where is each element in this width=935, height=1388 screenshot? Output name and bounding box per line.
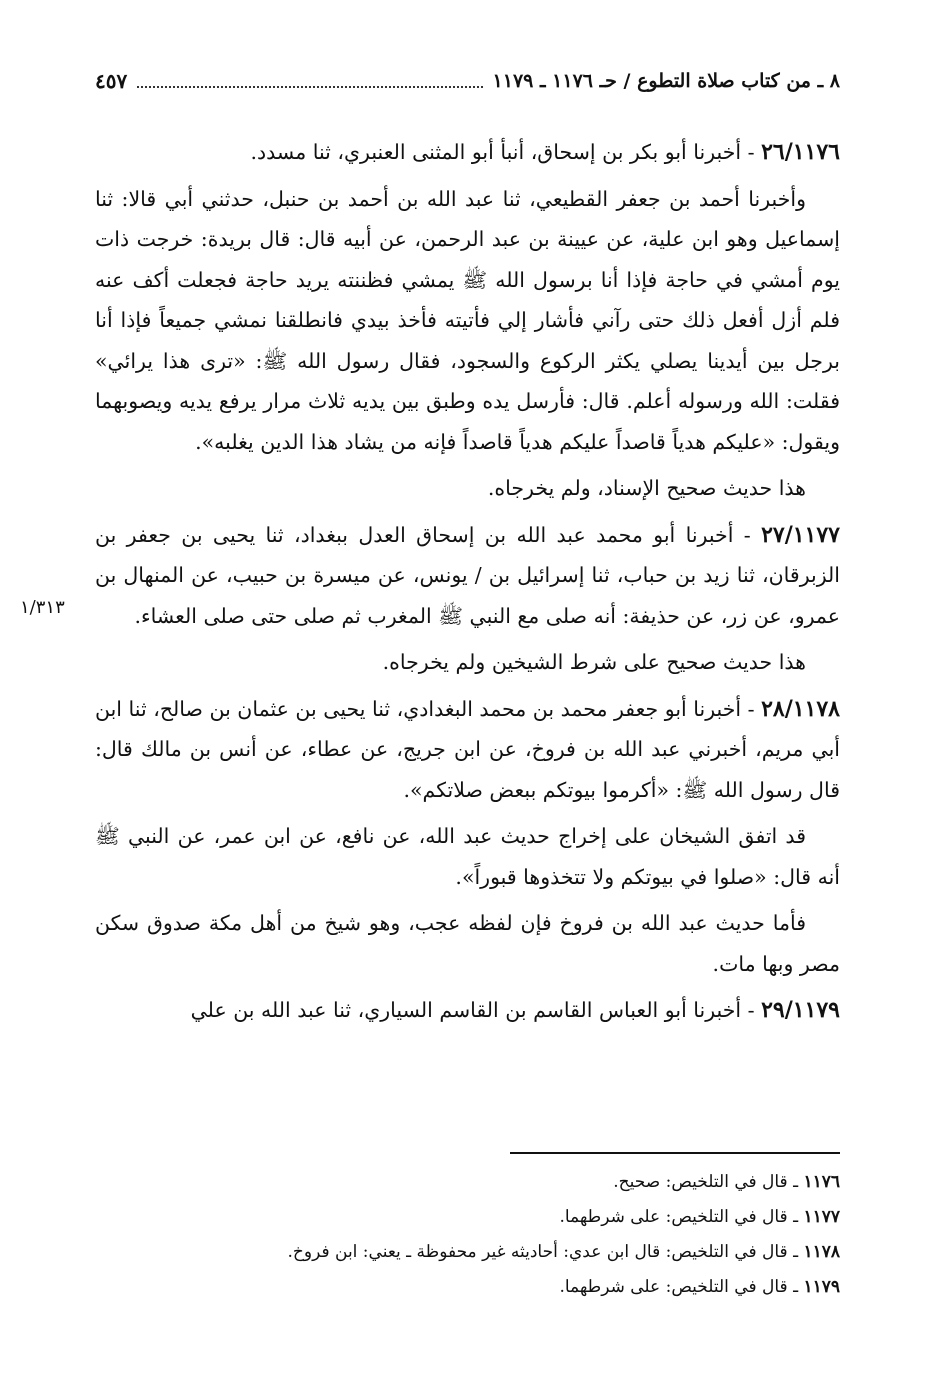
paragraph-text: هذا حديث صحيح على شرط الشيخين ولم يخرجاه. <box>382 650 806 674</box>
footnote-text: ـ قال في التلخيص: على شرطهما. <box>559 1277 804 1297</box>
paragraph <box>95 468 840 509</box>
footnote-number: ١١٧٨ <box>803 1242 840 1262</box>
hadith-number: ٢٧/١١٧٧ <box>761 521 840 548</box>
footnote <box>95 1200 840 1235</box>
paragraph-text: - أخبرنا أبو بكر بن إسحاق، أنبأ أبو المثنى العنبري، ثنا مسدد. <box>250 140 762 164</box>
paragraph-text: - أخبرنا أبو العباس القاسم بن القاسم السياري، ثنا عبد الله بن علي <box>190 998 762 1022</box>
footnote <box>95 1235 840 1270</box>
page-number: ٤٥٧ <box>95 69 128 93</box>
paragraph-text: - أخبرنا أبو جعفر محمد بن محمد البغدادي، ثنا يحيى بن عثمان بن صالح، ثنا ابن أبي مريم، أخبرني عبد الله بن فروخ، عن ابن جريج، عن عطاء، عن أنس بن مالك قال: قال رسول الله ﷺ: «أكرموا بيوتكم ببعض صلاتكم». <box>95 696 840 802</box>
paragraph <box>95 515 840 637</box>
hadith-number: ٢٩/١١٧٩ <box>761 997 840 1023</box>
footnote <box>95 1165 840 1200</box>
footnote-number: ١١٧٧ <box>803 1207 840 1227</box>
paragraph <box>95 990 840 1031</box>
footnotes <box>95 1165 840 1305</box>
paragraph-text: قد اتفق الشيخان على إخراج حديث عبد الله، عن نافع، عن ابن عمر، عن النبي ﷺ أنه قال: «صلوا في بيوتكم ولا تتخذوها قبوراً». <box>95 824 840 889</box>
paragraph-text: - أخبرنا أبو محمد عبد الله بن إسحاق العدل ببغداد، ثنا يحيى بن جعفر بن الزبرقان، ثنا زيد بن حباب، ثنا إسرائيل بن / يونس، عن ميسرة بن حبيب، عن المنهال بن عمرو، عن زر، عن حذيفة: أنه صلى مع النبي ﷺ المغرب ثم صلى حتى صلى العشاء. <box>95 522 840 628</box>
footnote-number: ١١٧٦ <box>803 1172 840 1192</box>
paragraph <box>95 132 840 173</box>
footnote-divider <box>510 1152 840 1154</box>
paragraph <box>95 903 840 984</box>
paragraph-text: فأما حديث عبد الله بن فروخ فإن لفظه عجب، وهو شيخ من أهل مكة صدوق سكن مصر وبها مات. <box>95 911 840 976</box>
footnote-text: ـ قال في التلخيص: صحيح. <box>613 1172 804 1192</box>
paragraph <box>95 179 840 463</box>
hadith-number: ٢٦/١١٧٦ <box>761 139 840 165</box>
footnote-text: ـ قال في التلخيص: على شرطهما. <box>559 1207 804 1227</box>
margin-note: ١/٣١٣ <box>20 597 65 618</box>
paragraph <box>95 642 840 683</box>
footnote <box>95 1270 840 1305</box>
running-header <box>95 64 840 98</box>
body-text <box>95 132 840 1037</box>
footnote-number: ١١٧٩ <box>803 1277 840 1297</box>
paragraph-text: هذا حديث صحيح الإسناد، ولم يخرجاه. <box>487 476 806 500</box>
footnote-text: ـ قال في التلخيص: قال ابن عدي: أحاديثه غير محفوظة ـ يعني: ابن فروخ. <box>287 1242 804 1262</box>
header-title: ٨ ـ من كتاب صلاة التطوع / حـ ١١٧٦ ـ ١١٧٩ <box>492 70 840 92</box>
paragraph <box>95 816 840 897</box>
header-dot-leader <box>137 74 482 88</box>
paragraph <box>95 689 840 811</box>
paragraph-text: وأخبرنا أحمد بن جعفر القطيعي، ثنا عبد الله بن أحمد بن حنبل، حدثني أبي قالا: ثنا إسماعيل وهو ابن علية، عن عيينة بن عبد الرحمن، عن أبيه قال: قال بريدة: خرجت ذات يوم أمشي في حاجة فإذا أنا برسول الله ﷺ يمشي فظننته يريد حاجة فجعلت أكف عنه فلم أزل أفعل ذلك حتى رآني فأشار إلي فأتيته فأخذ بيدي فانطلقنا نمشي جميعاً فإذا أنا برجل بين أيدينا يصلي يكثر الركوع والسجود، فقال رسول الله ﷺ: «ترى هذا يرائي» فقلت: الله ورسوله أعلم. قال: فأرسل يده وطبق بين يديه ثلاث مرار يرفع يديه ويصوبهما ويقول: «عليكم هدياً قاصداً عليكم هدياً قاصداً فإنه من يشاد هذا الدين يغلبه». <box>95 186 840 454</box>
hadith-number: ٢٨/١١٧٨ <box>761 695 840 722</box>
